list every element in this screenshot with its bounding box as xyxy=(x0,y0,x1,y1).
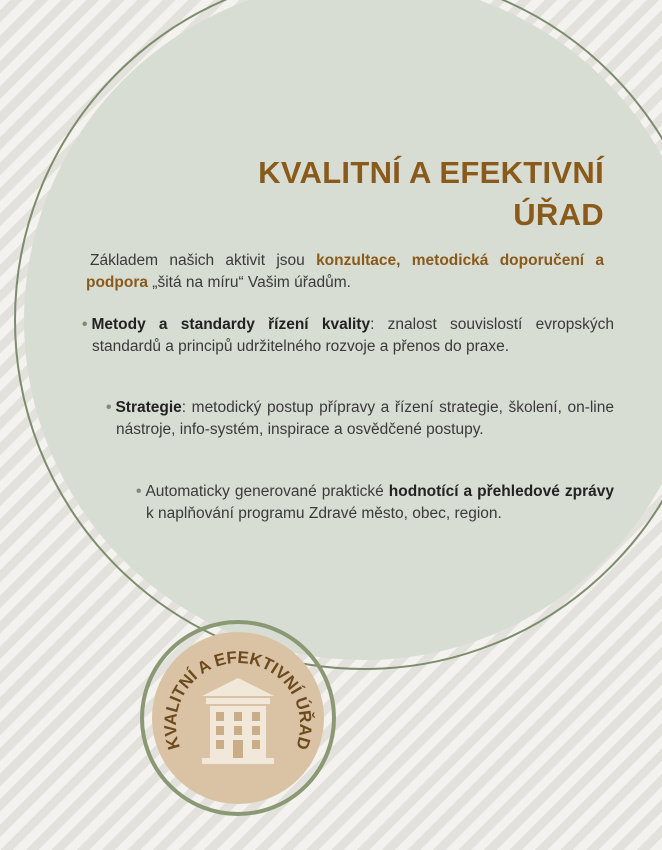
bullet-strategy xyxy=(106,397,614,441)
bullet-2-text: : metodický postup přípravy a řízení strategie, školení, on-line nástroje, info-systém, inspirace a osvědčené postupy. xyxy=(116,399,614,438)
building-icon xyxy=(202,678,274,764)
bullet-dot-icon: • xyxy=(136,483,142,500)
badge xyxy=(152,632,324,804)
bullet-3-bold: hodnotící a přehledové zprávy xyxy=(388,483,614,500)
intro-paragraph xyxy=(86,250,604,294)
bullet-3-pre: Automaticky generované praktické xyxy=(145,483,389,500)
title-line-1: KVALITNÍ A EFEKTIVNÍ xyxy=(258,155,604,190)
bullet-2-bold: Strategie xyxy=(115,399,182,416)
bullet-3-text: k naplňování programu Zdravé město, obec, region. xyxy=(146,505,502,522)
intro-text-1: Základem našich aktivit jsou xyxy=(90,252,317,269)
title-line-2: ÚŘAD xyxy=(513,197,604,232)
bullet-reports xyxy=(136,481,614,525)
badge-graphic xyxy=(152,632,324,804)
bullet-dot-icon: • xyxy=(106,399,112,416)
bullet-quality-methods xyxy=(82,314,614,358)
badge-label: KVALITNÍ A EFEKTIVNÍ ÚŘAD xyxy=(160,647,316,752)
bullet-1-bold: Metody a standardy řízení kvality xyxy=(91,316,371,333)
bullet-1-text: : znalost souvislostí evropských standardů a principů udržitelného rozvoje a přenos do praxe. xyxy=(92,316,614,355)
bullet-dot-icon: • xyxy=(82,316,88,333)
intro-bold: konzultace, metodická doporučení a podpora xyxy=(86,252,604,291)
page-title xyxy=(258,152,604,236)
intro-text-2: „šitá na míru“ Vašim úřadům. xyxy=(148,274,351,291)
